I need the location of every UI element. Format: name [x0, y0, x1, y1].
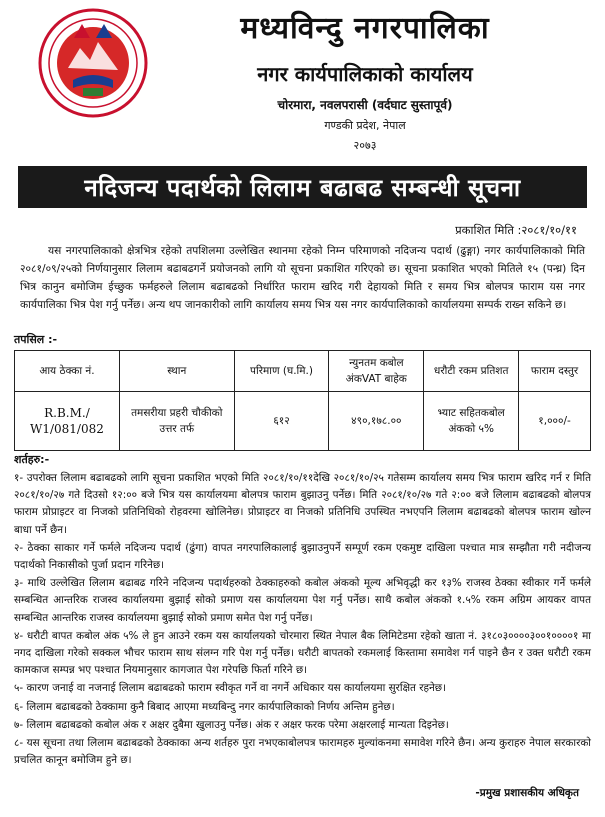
condition-item: ५- कारण जनाई वा नजनाई लिलाम बढाबढको फाराम स्वीकृत गर्ने वा नगर्ने अधिकार यस कार्यालयमा सुरक्षित रहनेछ। [14, 682, 447, 695]
notice-title: नदिजन्य पदार्थको लिलाम बढाबढ सम्बन्धी सूचना [84, 173, 521, 202]
conditions-label: शर्तहरु:- [14, 453, 50, 466]
col-header-location: स्थान [119, 351, 234, 392]
table-header-row [15, 351, 591, 392]
col-header-quantity: परिमाण (घ.मि.) [234, 351, 329, 392]
condition-item: ६- लिलाम बढाबढको ठेक्कामा कुनै बिबाद आएमा मध्यबिन्दु नगर कार्यपालिकाको निर्णय अन्तिम हुनेछ। [14, 700, 395, 713]
nepal-municipality-emblem-icon [38, 8, 148, 118]
signature-designation: -प्रमुख प्रशासकीय अधिकृत [475, 787, 579, 799]
province-name: गण्डकी प्रदेश, नेपाल [324, 119, 406, 132]
condition-item: ७- लिलाम बढाबढको कबोल अंक र अक्षर दुबैमा खुलाउनु पर्नेछ। अंक र अक्षर फरक परेमा अक्षरलाई मान्यता दिइनेछ। [14, 718, 449, 731]
establishment-year: २०७३ [353, 139, 377, 152]
condition-item: ३- माथि उल्लेखित लिलाम बढाबढ गरिने नदिजन्य पदार्थहरुको ठेक्काहरुको कबोल अंकको मूल्य अभिवृद्धी कर १३% राजस्व ठेक्का स्वीकार गर्ने फर्मले सम्बन्धित आन्तरिक राजस्व कार्यालयमा बुझाई सोको प्रमाण यस कार्यालयमा पेश गर्नु पर्नेछ। साथै कबोल अंकको १.५% रकम अग्रिम आयकर वापत सम्बन्धित आन्तरिक राजस्व कार्यालयमा बुझाई सोको प्रमाण समेत पेश गर्नु पर्नेछ। [14, 577, 591, 624]
municipality-name: मध्यविन्दु नगरपालिका [240, 11, 490, 46]
cell-min-bid: ४९०,१७८.०० [329, 392, 424, 451]
auction-table [14, 350, 591, 451]
schedule-label: तपसिल :- [14, 333, 58, 346]
condition-item: ४- धरौटी बापत कबोल अंक ५% ले हुन आउने रकम यस कार्यालयको चोरमारा स्थित नेपाल बैक लिमिटेडमा रहेको खाता नं. ३१८०३००००३००१००००१ मा नगद दाखिला गरेको सक्कल भौचर फाराम साथ संलग्न गरि पेश गर्नु पर्नेछ। धरौटी बापतको रकमलाई किस्तामा समावेश गर्न पाइने छैन र उक्त धरौटी रकम कामकाज सम्पन्न भए पश्चात नियमानुसार कागजात पेश गरेपछि फिर्ता गरिने छ। [14, 629, 591, 677]
col-header-deposit: धरौटी रकम प्रतिशत [424, 351, 519, 392]
office-address: चोरमारा, नवलपरासी (वर्दघाट सुस्तापूर्व) [277, 98, 453, 112]
cell-contract-no: R.B.M./ W1/081/082 [15, 392, 120, 451]
notice-intro: यस नगरपालिकाको क्षेत्रभित्र रहेको तपशिलमा उल्लेखित स्थानमा रहेको निम्न परिमाणको नदिजन्य पदार्थ (ढुङ्गा) नगर कार्यपालिकाको मिति २०८१/०९/२५को निर्णयानुसार लिलाम बढाबढगर्ने प्रयोजनको लागि यो सूचना प्रकाशित गरिएको छ। सूचना प्रकाशित भएको मितिले १५ (पन्ध्र) दिन भित्र कानुन बमोजिम ईच्छुक फर्महरुले लिलाम बढाबढको निर्धारित फाराम खरिद गरी देहायको मिति र समय भित्र बोलपत्र फाराम यस नगर कार्यपालिका भित्र पेश गर्नु पर्नेछ। अन्य थप जानकारीको लागि कार्यालय समय भित्र यस नगर कार्यपालिकाको कार्यालयमा सम्पर्क राख्न सकिने छ। [20, 245, 585, 311]
cell-form-fee: १,०००/- [519, 392, 591, 451]
col-header-min-bid: न्युनतम कबोल अंकVAT बाहेक [329, 351, 424, 392]
condition-item: १- उपरोक्त लिलाम बढाबढको लागि सूचना प्रकाशित भएको मिति २०८१/१०/११देखि २०८१/१०/२५ गतेसम्म कार्यालय समय भित्र फाराम खरिद गर्न र मिति २०८१/१०/२७ गते दिउसो १२:०० बजे भित्र यस कार्यालयमा बोलपत्र फाराम बुझाउनु पर्नेछ। मिति २०८१/१०/२७ गते २:०० बजे लिलाम बढाबढको बोलपत्र फाराम प्रोप्राइटर वा निजको प्रतिनिधिको रोहवरमा खोलिनेछ। प्रोप्राइटर वा निजको प्रतिनिधि उपस्थित नभएपनि लिलाम बढाबढको बोलपत्र फाराम खोल्न बाधा पर्ने छैन। [14, 472, 591, 536]
conditions-list [14, 470, 591, 770]
col-header-form-fee: फाराम दस्तुर [519, 351, 591, 392]
cell-deposit: भ्याट सहितकबोल अंकको ५% [424, 392, 519, 451]
table-row [15, 392, 591, 451]
condition-item: ८- यस सूचना तथा लिलाम बढाबढको ठेक्काका अन्य शर्तहरु पुरा नभएकाबोलपत्र फारामहरु मुल्यांकनमा समावेश गरिने छैन। अन्य कुराहरु नेपाल सरकारको प्रचलित कानून बमोजिम हुने छ। [14, 737, 591, 767]
cell-quantity: ६१२ [234, 392, 329, 451]
notice-title-banner [18, 166, 587, 208]
published-date: प्रकाशित मिति :२०८१/१०/११ [455, 223, 577, 237]
office-name: नगर कार्यपालिकाको कार्यालय [257, 62, 473, 86]
col-header-contract-no: आय ठेक्का नं. [15, 351, 120, 392]
cell-location: तमसरीया प्रहरी चौकीको उत्तर तर्फ [119, 392, 234, 451]
letterhead [10, 0, 595, 160]
condition-item: २- ठेक्का साकार गर्ने फर्मले नदिजन्य पदार्थ (ढुंगा) वापत नगरपालिकालाई बुझाउनुपर्ने सम्पूर्ण रकम एकमुष्ट दाखिला पश्चात मात्र सम्झौता गरी नदीजन्य पदार्थको निकासीको पुर्जा प्रदान गरिनेछ। [14, 541, 591, 572]
